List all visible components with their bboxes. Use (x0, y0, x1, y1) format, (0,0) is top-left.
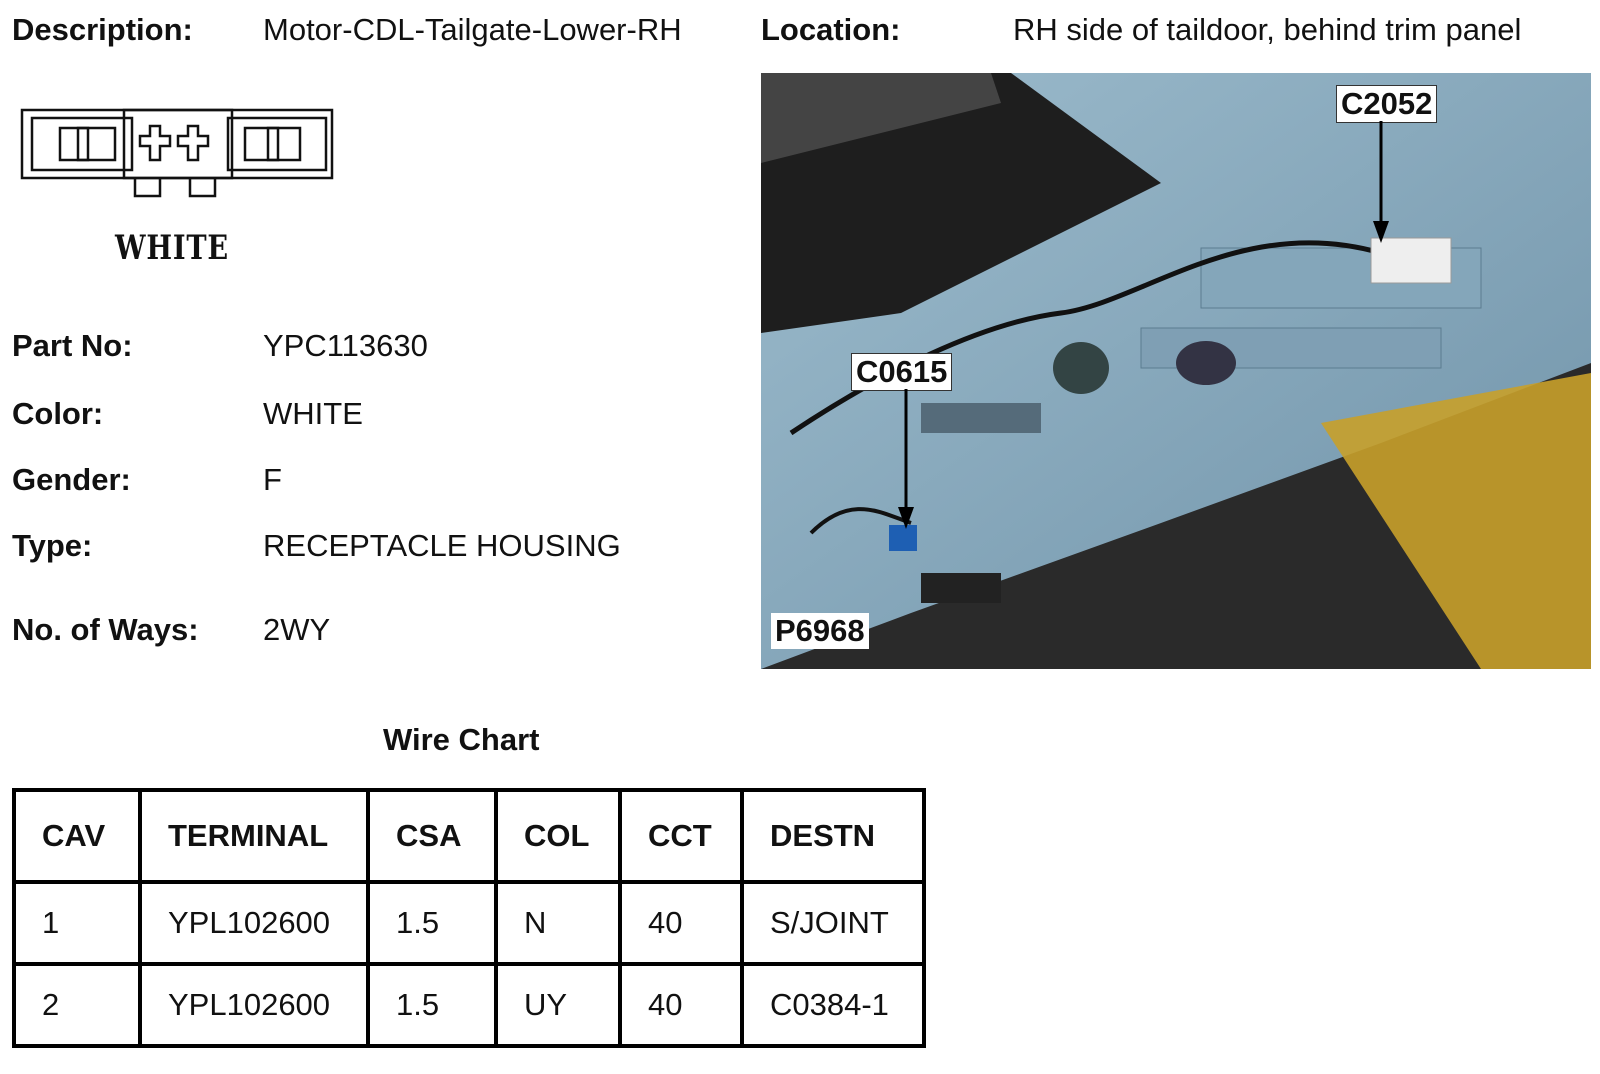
cell-col: UY (496, 964, 620, 1046)
cell-destn: S/JOINT (742, 882, 924, 964)
color-label: Color: (12, 396, 104, 431)
cell-csa: 1.5 (368, 964, 496, 1046)
cell-col: N (496, 882, 620, 964)
cell-destn: C0384-1 (742, 964, 924, 1046)
cell-terminal: YPL102600 (140, 964, 368, 1046)
ways-value: 2WY (263, 612, 331, 647)
col-header-csa: CSA (368, 790, 496, 882)
description-value: Motor-CDL-Tailgate-Lower-RH (263, 12, 682, 47)
photo-ref: P6968 (771, 613, 869, 649)
table-row (14, 882, 924, 964)
cell-cav: 2 (14, 964, 140, 1046)
table-row (14, 964, 924, 1046)
part-no-value: YPC113630 (263, 328, 428, 363)
cell-cav: 1 (14, 882, 140, 964)
col-header-terminal: TERMINAL (140, 790, 368, 882)
cell-csa: 1.5 (368, 882, 496, 964)
location-photo (761, 73, 1591, 669)
type-label: Type: (12, 528, 93, 563)
callout-c2052: C2052 (1336, 85, 1437, 123)
color-value: WHITE (263, 396, 363, 431)
gender-value: F (263, 462, 282, 497)
ways-label: No. of Ways: (12, 612, 199, 647)
connector-face-diagram (20, 108, 340, 203)
table-header-row (14, 790, 924, 882)
col-header-destn: DESTN (742, 790, 924, 882)
callout-c0615: C0615 (851, 353, 952, 391)
description-label: Description: (12, 12, 193, 47)
location-value: RH side of taildoor, behind trim panel (1013, 12, 1522, 47)
part-no-label: Part No: (12, 328, 133, 363)
cell-terminal: YPL102600 (140, 882, 368, 964)
location-label: Location: (761, 12, 901, 47)
col-header-col: COL (496, 790, 620, 882)
cell-cct: 40 (620, 882, 742, 964)
gender-label: Gender: (12, 462, 131, 497)
wire-chart-table (12, 788, 926, 1048)
arrow-icon (1371, 121, 1391, 246)
arrow-icon (896, 389, 916, 534)
col-header-cav: CAV (14, 790, 140, 882)
type-value: RECEPTACLE HOUSING (263, 528, 621, 563)
col-header-cct: CCT (620, 790, 742, 882)
cell-cct: 40 (620, 964, 742, 1046)
connector-color-label: WHITE (115, 228, 229, 268)
wire-chart-title: Wire Chart (383, 722, 540, 757)
